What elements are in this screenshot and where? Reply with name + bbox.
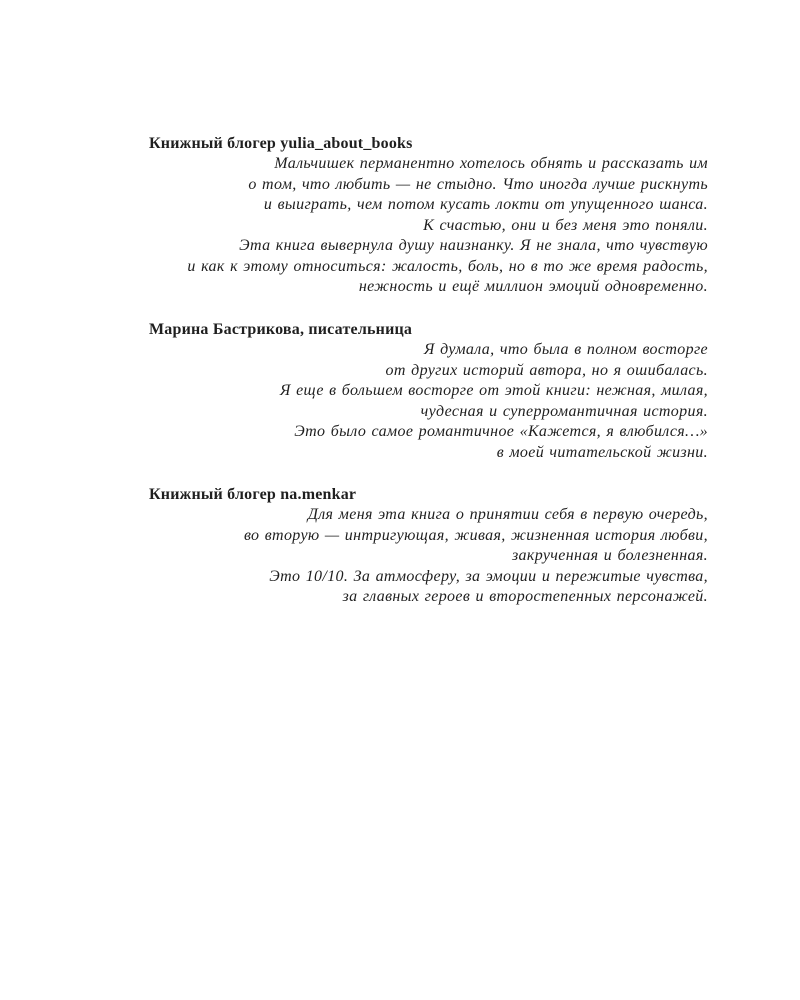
quote-line: Это 10/10. За атмосферу, за эмоции и пережитые чувства, (269, 567, 708, 585)
review-author: Книжный блогер na.menkar (149, 486, 357, 503)
quote-line: за главных героев и второстепенных персонажей. (342, 588, 708, 605)
quote-line: чудесная и суперромантичная история. (420, 402, 708, 420)
review-quote (187, 154, 708, 298)
quote-line: Это было самое романтичное «Кажется, я влюбился…» (294, 423, 708, 440)
review-author: Марина Бастрикова, писательница (149, 321, 413, 338)
quote-line: Я еще в большем восторге от этой книги: нежная, милая, (279, 382, 708, 399)
quote-line: Я думала, что была в полном восторге (423, 341, 708, 358)
quote-line: от других историй автора, но я ошибалась. (385, 361, 708, 379)
quote-line: нежность и ещё миллион эмоций одновременно. (358, 278, 708, 295)
quote-line: Мальчишек перманентно хотелось обнять и рассказать им (274, 155, 708, 172)
quote-line: Эта книга вывернула душу наизнанку. Я не знала, что чувствую (239, 237, 708, 254)
review-author: Книжный блогер yulia_about_books (149, 135, 413, 152)
quote-line: и выиграть, чем потом кусать локти от упущенного шанса. (263, 196, 708, 213)
quote-line: и как к этому относиться: жалость, боль, но в то же время радость, (187, 257, 708, 275)
quote-line: закрученная и болезненная. (511, 547, 708, 564)
quote-line: К счастью, они и без меня это поняли. (423, 216, 708, 234)
review-quote (280, 340, 708, 463)
quote-line: о том, что любить — не стыдно. Что иногда лучше рискнуть (248, 175, 708, 193)
quote-line: Для меня эта книга о принятии себя в первую очередь, (307, 506, 708, 523)
quote-line: во вторую — интригующая, живая, жизненная история любви, (243, 526, 708, 544)
review-quote (244, 505, 708, 608)
quote-line: в моей читательской жизни. (496, 443, 708, 461)
